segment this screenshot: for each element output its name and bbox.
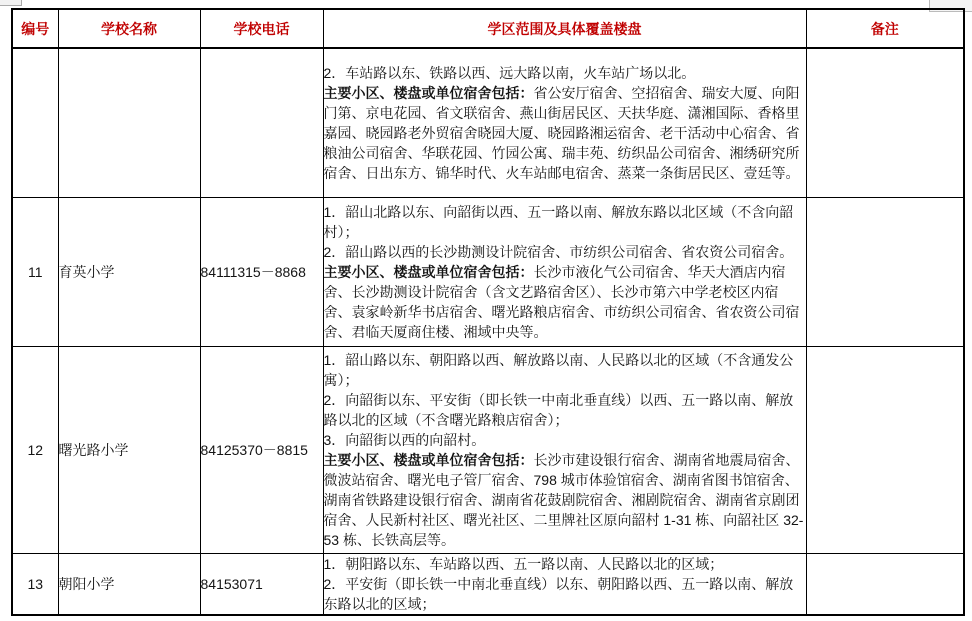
header-cell-name: 学校名称 — [58, 9, 200, 48]
cell-school-name: 育英小学 — [58, 197, 200, 346]
range-text: 2．车站路以东、铁路以西、远大路以南，火车站广场以北。 — [323, 64, 696, 81]
cell-district-range — [323, 197, 806, 346]
cutoff-cell-fragment-left — [0, 0, 22, 6]
cell-district-range — [323, 346, 806, 553]
header-cell-range: 学区范围及具体覆盖楼盘 — [323, 9, 806, 48]
range-bold-label: 主要小区、楼盘或单位宿舍包括： — [323, 263, 534, 280]
table-row — [12, 197, 964, 346]
range-paragraph — [324, 390, 806, 430]
cell-district-range — [323, 553, 806, 615]
range-paragraph — [324, 574, 806, 614]
range-bold-label: 主要小区、楼盘或单位宿舍包括： — [323, 451, 534, 468]
range-text: 3．向韶街以西的向韶村。 — [323, 431, 486, 448]
table-row — [12, 346, 964, 553]
range-text: 2．向韶街以东、平安街（即长铁一中南北垂直线）以西、五一路以南、解放路以北的区域（不含曙光路粮店宿舍）； — [323, 391, 794, 428]
cell-school-name: 曙光路小学 — [58, 346, 200, 553]
range-paragraph — [324, 430, 806, 450]
cell-school-phone: 84153071 — [200, 553, 323, 615]
header-row — [12, 9, 964, 48]
cell-school-name — [58, 48, 200, 197]
range-paragraph — [324, 242, 806, 262]
range-text: 1．朝阳路以东、车站路以西、五一路以南、人民路以北的区域； — [323, 555, 724, 572]
range-text: 省公安厅宿舍、空招宿舍、瑞安大厦、向阳门第、京电花园、省文联宿舍、燕山街居民区、天扶华庭、潇湘国际、香格里嘉园、晓园路老外贸宿舍晓园大厦、晓园路湘运宿舍、老干活动中心宿舍、省粮油公司宿舍、华联花园、竹园公寓、瑞丰苑、纺织品公司宿舍、湘绣研究所宿舍、日出东方、锦华时代、火车站邮电宿舍、蒸菜一条街居民区、壹廷等。 — [323, 84, 800, 181]
header-cell-remark: 备注 — [806, 9, 964, 48]
header-cell-phone: 学校电话 — [200, 9, 323, 48]
cell-school-number: 13 — [12, 553, 58, 615]
range-text: 长沙市建设银行宿舍、湖南省地震局宿舍、微波站宿舍、曙光电子管厂宿舍、798 城市体验馆宿舍、湖南省图书馆宿舍、湖南省铁路建设银行宿舍、湖南省花鼓剧院宿舍、湘剧院宿舍、湖南省京剧团宿舍、人民新村社区、曙光社区、二里牌社区原向韶村 1-31 栋、向韶社区 32-53 栋、长铁高层等。 — [323, 451, 804, 548]
header-cell-id: 编号 — [12, 9, 58, 48]
range-paragraph — [324, 554, 806, 574]
cell-school-name: 朝阳小学 — [58, 553, 200, 615]
cell-school-phone: 84125370－8815 — [200, 346, 323, 553]
range-text: 1．韶山北路以东、向韶街以西、五一路以南、解放东路以北区域（不含向韶村）； — [323, 203, 794, 240]
range-paragraph — [324, 450, 806, 550]
cell-school-phone: 84111315－8868 — [200, 197, 323, 346]
cell-school-phone — [200, 48, 323, 197]
cell-district-range — [323, 48, 806, 197]
table-row — [12, 48, 964, 197]
cell-remark — [806, 197, 964, 346]
cell-remark — [806, 553, 964, 615]
cell-school-number: 12 — [12, 346, 58, 553]
school-district-table-wrap — [11, 8, 965, 616]
range-paragraph — [324, 350, 806, 390]
range-paragraph — [324, 262, 806, 342]
range-paragraph — [324, 63, 806, 83]
range-bold-label: 主要小区、楼盘或单位宿舍包括： — [323, 84, 534, 101]
cell-remark — [806, 346, 964, 553]
cell-school-number: 11 — [12, 197, 58, 346]
cell-school-number — [12, 48, 58, 197]
range-text: 长沙市液化气公司宿舍、华天大酒店内宿舍、长沙勘测设计院宿舍（含文艺路宿舍区）、长沙市第六中学老校区内宿舍、袁家岭新华书店宿舍、曙光路粮店宿舍、市纺织公司宿舍、省农资公司宿舍、君临天厦商住楼、湘域中央等。 — [323, 263, 800, 340]
range-text: 1．韶山路以东、朝阳路以西、解放路以南、人民路以北的区域（不含通发公寓）； — [323, 351, 794, 388]
school-district-table — [11, 8, 965, 616]
range-text: 2．韶山路以西的长沙勘测设计院宿舍、市纺织公司宿舍、省农资公司宿舍。 — [323, 243, 794, 260]
table-row — [12, 553, 964, 615]
range-paragraph — [324, 202, 806, 242]
range-paragraph — [324, 83, 806, 183]
cell-remark — [806, 48, 964, 197]
range-text: 2．平安街（即长铁一中南北垂直线）以东、朝阳路以西、五一路以南、解放东路以北的区域； — [323, 575, 794, 612]
